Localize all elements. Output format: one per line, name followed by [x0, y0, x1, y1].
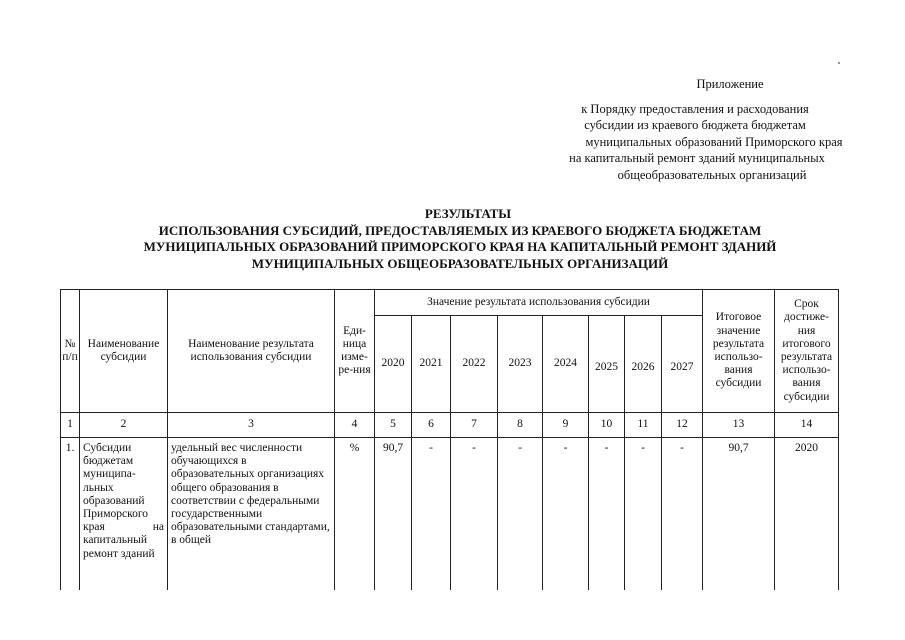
column-number: 10 — [589, 413, 625, 438]
row-value: - — [412, 438, 451, 591]
column-number: 3 — [168, 413, 335, 438]
row-value: - — [451, 438, 498, 591]
appendix-line: к Порядку предоставления и расходования — [581, 101, 809, 116]
header-year: 2025 — [589, 316, 625, 413]
row-value: - — [625, 438, 662, 591]
row-subsidy-name: Субсидии бюджетам муниципа-льных образований Приморского края на капитальный ремонт зданий — [80, 438, 168, 591]
document-heading — [60, 206, 860, 272]
appendix-line: на капитальный ремонт зданий муниципальных — [569, 151, 825, 165]
header-year: 2027 — [662, 316, 703, 413]
header-year: 2021 — [412, 316, 451, 413]
heading-line: МУНИЦИПАЛЬНЫХ ОБЩЕОБРАЗОВАТЕЛЬНЫХ ОРГАНИЗАЦИЙ — [251, 255, 669, 271]
column-number: 7 — [451, 413, 498, 438]
header-year: 2023 — [498, 316, 543, 413]
column-number: 13 — [703, 413, 775, 438]
column-number: 9 — [543, 413, 589, 438]
header-unit: Еди-ница изме-ре-ния — [335, 290, 375, 413]
header-no: № п/п — [61, 290, 80, 413]
header-result: Наименование результата использования субсидии — [168, 290, 335, 413]
row-value: 90,7 — [375, 438, 412, 591]
row-deadline: 2020 — [775, 438, 839, 591]
header-values-group: Значение результата использования субсидии — [375, 290, 703, 316]
appendix-line: субсидии из краевого бюджета бюджетам — [584, 118, 806, 132]
column-number: 5 — [375, 413, 412, 438]
header-subsidy: Наименование субсидии — [80, 290, 168, 413]
column-number: 6 — [412, 413, 451, 438]
row-value: - — [589, 438, 625, 591]
heading-line: РЕЗУЛЬТАТЫ — [424, 206, 512, 221]
heading-line: ИСПОЛЬЗОВАНИЯ СУБСИДИЙ, ПРЕДОСТАВЛЯЕМЫХ ИЗ КРАЕВОГО БЮДЖЕТА БЮДЖЕТАМ — [158, 222, 762, 238]
appendix-title: Приложение — [696, 77, 764, 91]
header-year: 2022 — [451, 316, 498, 413]
header-total: Итоговое значение результата использо-вания субсидии — [703, 290, 775, 413]
column-number: 12 — [662, 413, 703, 438]
row-result-name: удельный вес численности обучающихся в образовательных организациях общего образования в соответствии с федеральными государственными образовательными стандартами, в общей — [168, 438, 335, 591]
row-unit: % — [335, 438, 375, 591]
row-total: 90,7 — [703, 438, 775, 591]
appendix-line: муниципальных образований Приморского края — [585, 134, 843, 149]
column-number: 8 — [498, 413, 543, 438]
row-number: 1. — [61, 438, 80, 591]
row-value: - — [662, 438, 703, 591]
header-year: 2020 — [375, 316, 412, 413]
column-number: 11 — [625, 413, 662, 438]
appendix-block — [530, 76, 860, 183]
row-value: - — [543, 438, 589, 591]
header-year: 2024 — [543, 316, 589, 413]
appendix-line: общеобразовательных организаций — [617, 167, 807, 182]
column-number: 1 — [61, 413, 80, 438]
column-number: 4 — [335, 413, 375, 438]
row-value: - — [498, 438, 543, 591]
results-table — [60, 289, 839, 590]
appendix-text — [530, 101, 860, 184]
heading-line: МУНИЦИПАЛЬНЫХ ОБРАЗОВАНИЙ ПРИМОРСКОГО КРАЯ НА КАПИТАЛЬНЫЙ РЕМОНТ ЗДАНИЙ — [143, 239, 777, 254]
scan-speck — [838, 62, 840, 64]
header-year: 2026 — [625, 316, 662, 413]
header-deadline: Срок достиже-ния итогового результата использо-вания субсидии — [775, 290, 839, 413]
column-number: 2 — [80, 413, 168, 438]
table-row — [61, 438, 839, 591]
column-number: 14 — [775, 413, 839, 438]
